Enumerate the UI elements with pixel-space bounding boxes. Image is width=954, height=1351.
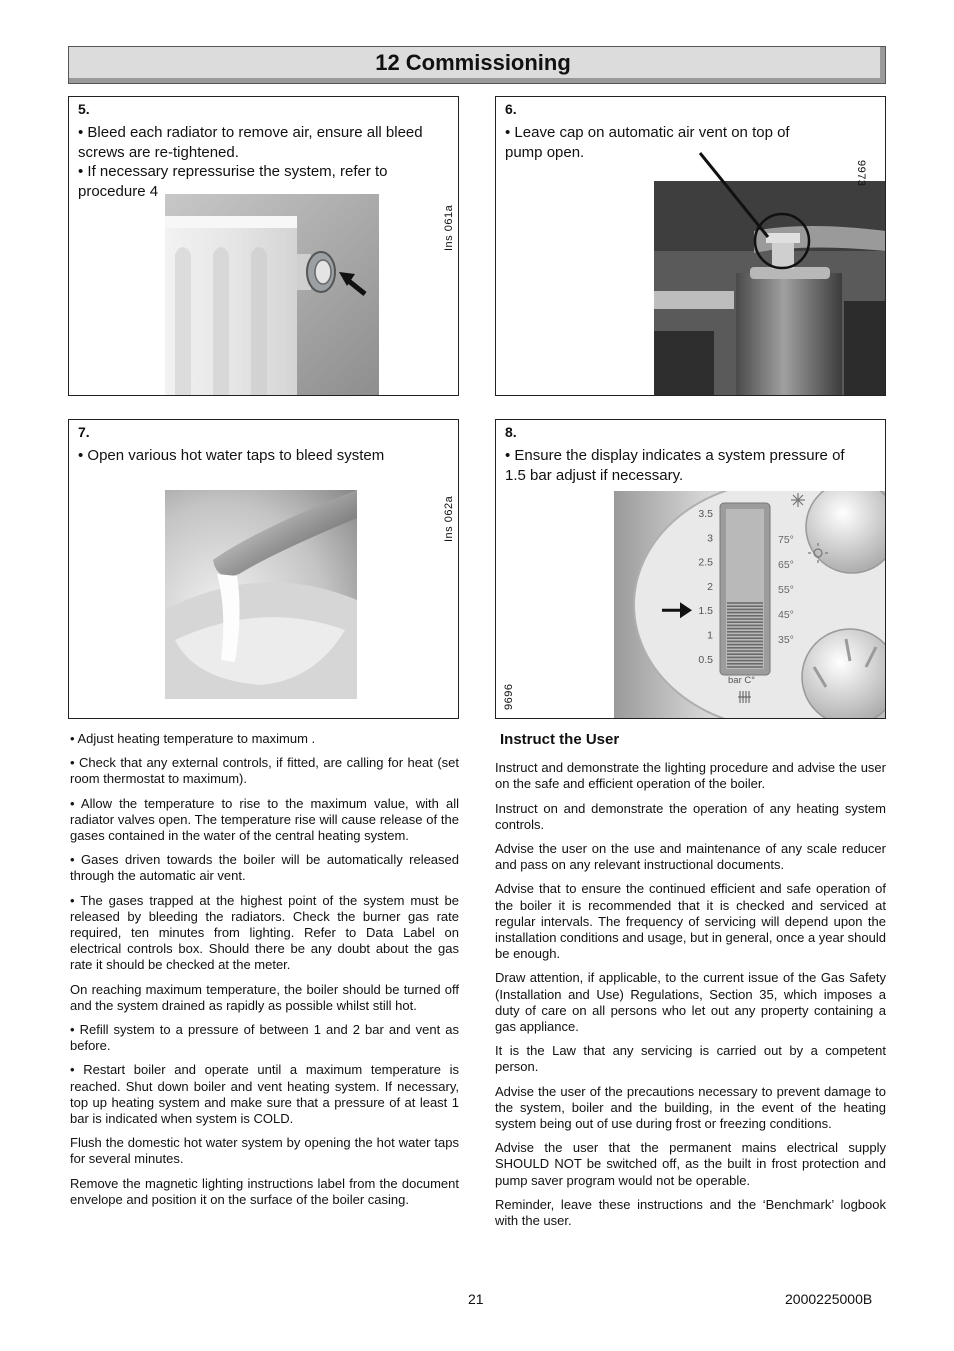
page-title: 12 Commissioning	[375, 50, 571, 75]
temperature-tick-label: 35°	[778, 634, 794, 646]
paragraph: Draw attention, if applicable, to the current issue of the Gas Safety (Installation and Use) Regulations, Section 35, which imposes a duty of care on all persons who let out any property containing a gas appliance.	[495, 970, 886, 1035]
paragraph: Advise the user of the precautions necessary to prevent damage to the system, boiler and the building, in the event of the heating system being out of use during frost or freezing conditions.	[495, 1083, 886, 1132]
snowflake-icon	[791, 493, 805, 507]
paragraph: Flush the domestic hot water system by opening the hot water taps for several minutes.	[70, 1135, 459, 1167]
fill-bar	[727, 615, 763, 617]
fill-bar	[727, 621, 763, 623]
paragraph: Reminder, leave these instructions and the ‘Benchmark’ logbook with the user.	[495, 1196, 886, 1229]
figure-ref: 9696	[503, 683, 515, 710]
step-number: 6.	[505, 101, 517, 117]
radiator-photo	[165, 194, 379, 396]
fill-bar	[727, 625, 763, 627]
paragraph: • Allow the temperature to rise to the maximum value, with all radiator valves open. The temperature rise will cause release of the gases contained in the water of the central heating system.	[70, 795, 459, 844]
step-number: 7.	[78, 424, 90, 440]
gauge-units: bar C°	[728, 675, 756, 686]
fill-bar	[727, 612, 763, 614]
step-text: • Open various hot water taps to bleed system	[78, 447, 385, 464]
pressure-gauge-photo	[614, 491, 886, 719]
paragraph: • Adjust heating temperature to maximum .	[70, 731, 316, 746]
pressure-tick-label: 2	[707, 580, 713, 593]
paragraph: Advise that to ensure the continued efficient and safe operation of the boiler it is recommended that it is checked and serviced at regular intervals. The frequency of servicing will depend upon the installation conditions and usage, but in general, once a year should be enough.	[495, 881, 886, 962]
fill-bar	[727, 657, 763, 659]
page-number: 21	[468, 1291, 484, 1307]
step-text: • Leave cap on automatic air vent on top of pump open.	[505, 124, 790, 161]
fill-bar	[727, 653, 763, 655]
fill-bar	[727, 660, 763, 662]
fill-bar	[727, 631, 763, 633]
paragraph: • Gases driven towards the boiler will be automatically released through the automatic air vent.	[70, 852, 459, 884]
fill-bar	[727, 663, 763, 665]
fill-bar	[727, 666, 763, 668]
temperature-tick-label: 65°	[778, 559, 794, 571]
fill-bar	[727, 602, 763, 604]
fill-bar	[727, 609, 763, 611]
document-number: 2000225000B	[785, 1291, 873, 1307]
fill-bar	[727, 650, 763, 652]
pressure-tick-label: 2.5	[698, 556, 713, 569]
pressure-tick-label: 0.5	[698, 653, 713, 666]
paragraph: • The gases trapped at the highest point of the system must be released by bleeding the radiators. Check the burner gas rate required, ten minutes from lighting. Refer to Data Label on electrical controls box. Should there be any doubt about the gas rate it should be checked at the meter.	[70, 892, 459, 973]
step-text	[78, 123, 423, 201]
step-line: • If necessary repressurise the system, refer to procedure 4	[78, 163, 388, 200]
paragraph: On reaching maximum temperature, the boiler should be turned off and the system drained as rapidly as possible whilst still hot.	[70, 981, 459, 1013]
temperature-tick-label: 55°	[778, 584, 794, 596]
fill-bar	[727, 605, 763, 607]
step-line: • Bleed each radiator to remove air, ensure all bleed screws are re-tightened.	[78, 124, 423, 161]
paragraph: Instruct and demonstrate the lighting procedure and advise the user on the safe and efficient operation of the boiler.	[495, 760, 886, 792]
step-7-panel	[68, 419, 459, 719]
pressure-tick-label: 1.5	[698, 605, 713, 618]
fill-bar	[727, 618, 763, 620]
paragraph: Instruct on and demonstrate the operation of any heating system controls.	[495, 800, 886, 832]
fill-bar	[727, 647, 763, 649]
fill-bar	[727, 628, 763, 630]
pressure-fill-bars	[727, 602, 763, 668]
temperature-tick-label: 75°	[778, 534, 794, 546]
step-6-panel	[495, 96, 886, 396]
paragraph: Advise the user that the permanent mains electrical supply SHOULD NOT be switched off, as the built in frost protection and pump saver program would not be operable.	[495, 1140, 886, 1188]
fill-bar	[727, 634, 763, 636]
paragraph: • Restart boiler and operate until a maximum temperature is reached. Shut down boiler and vent heating system. If necessary, top up heating system and make sure that a pressure of at least 1 bar is indicated when system is COLD.	[70, 1062, 459, 1127]
step-5-panel	[68, 96, 459, 396]
paragraph: It is the Law that any servicing is carried out by a competent person.	[495, 1043, 886, 1075]
temperature-tick-label: 45°	[778, 609, 794, 621]
pressure-tick-label: 3.5	[698, 508, 713, 520]
paragraph: • Check that any external controls, if fitted, are calling for heat (set room thermostat to maximum).	[70, 755, 459, 787]
step-8-panel	[495, 419, 886, 719]
fill-bar	[727, 637, 763, 639]
right-text-column	[495, 732, 886, 1237]
tap-photo	[165, 490, 357, 699]
figure-ref: 9973	[855, 160, 867, 187]
pressure-tick-label: 1	[707, 629, 713, 642]
step-number: 8.	[505, 424, 517, 440]
left-text-column	[70, 731, 459, 1216]
step-number: 5.	[78, 101, 90, 117]
pointer-line	[696, 149, 776, 239]
fill-bar	[727, 641, 763, 643]
section-title-bar	[68, 46, 886, 84]
paragraph: Advise the user on the use and maintenance of any scale reducer and pass on any relevant instructional documents.	[495, 841, 886, 873]
figure-ref: Ins 062a	[443, 495, 455, 542]
paragraph: Remove the magnetic lighting instructions label from the document envelope and position it on the surface of the boiler casing.	[70, 1175, 459, 1207]
pressure-tick-label: 3	[707, 532, 713, 545]
figure-ref: Ins 061a	[443, 204, 455, 251]
section-heading: Instruct the User	[500, 731, 620, 748]
paragraph: • Refill system to a pressure of between 1 and 2 bar and vent as before.	[70, 1022, 459, 1054]
step-text: • Ensure the display indicates a system pressure of 1.5 bar adjust if necessary.	[505, 447, 845, 484]
fill-bar	[727, 644, 763, 646]
